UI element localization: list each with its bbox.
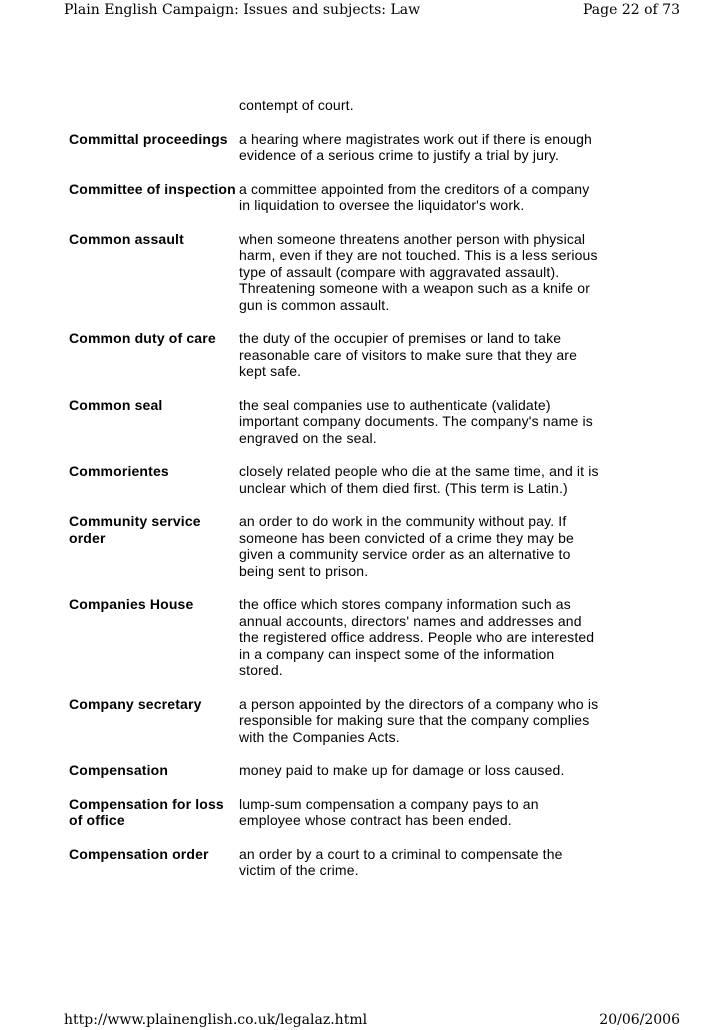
glossary-definition: the duty of the occupier of premises or land to take reasonable care of visitors to make sure that they are kept safe. xyxy=(239,330,578,379)
glossary-row xyxy=(69,231,599,314)
glossary-row xyxy=(69,131,599,164)
glossary-term: Compensation order xyxy=(69,845,209,862)
glossary-row xyxy=(69,397,599,447)
glossary-term: Committee of inspection xyxy=(69,180,236,197)
glossary-definition: lump-sum compensation a company pays to an employee whose contract has been ended. xyxy=(239,795,539,828)
glossary-row xyxy=(69,513,599,579)
glossary-definition: a committee appointed from the creditors of a company in liquidation to oversee the liquidator's work. xyxy=(239,180,590,213)
glossary-row xyxy=(69,463,599,496)
glossary-definition: the seal companies use to authenticate (validate) important company documents. The company's name is engraved on the seal. xyxy=(239,396,593,446)
glossary-row xyxy=(69,846,599,879)
glossary-definition: a person appointed by the directors of a company who is responsible for making sure that the company complies with the Companies Acts. xyxy=(239,695,599,745)
glossary-term: Companies House xyxy=(69,596,194,612)
glossary-definition: when someone threatens another person with physical harm, even if they are not touched. This is a less serious type of assault (compare with aggravated assault). Threatening someone with a weapon such as a knife or gun is common assault. xyxy=(239,230,598,313)
glossary-term: Company secretary xyxy=(69,695,202,712)
glossary-row xyxy=(69,596,599,679)
glossary-definition: contempt of court. xyxy=(239,97,354,113)
header-title: Plain English Campaign: Issues and subjects: Law xyxy=(64,2,421,18)
glossary-term: Commorientes xyxy=(69,463,169,479)
glossary-table xyxy=(69,97,599,896)
glossary-row xyxy=(69,696,599,746)
glossary-row xyxy=(69,181,599,214)
glossary-definition: the office which stores company information such as annual accounts, directors' names and addresses and the registered office address. People who are interested in a company can inspect some of the information stored. xyxy=(239,596,595,678)
glossary-term: Committal proceedings xyxy=(69,130,228,147)
glossary-term: Common duty of care xyxy=(69,330,216,346)
glossary-row xyxy=(69,762,599,779)
glossary-row xyxy=(69,796,599,829)
glossary-definition: closely related people who die at the same time, and it is unclear which of them died first. (This term is Latin.) xyxy=(239,463,599,496)
page-number: Page 22 of 73 xyxy=(583,2,680,18)
glossary-term: Common assault xyxy=(69,230,184,247)
glossary-term: Compensation for loss of office xyxy=(69,795,224,828)
glossary-definition: money paid to make up for damage or loss caused. xyxy=(239,762,565,778)
glossary-term: Common seal xyxy=(69,396,163,413)
glossary-definition: an order to do work in the community without pay. If someone has been convicted of a crime they may be given a community service order as an alternative to being sent to prison. xyxy=(239,513,574,579)
footer-date: 20/06/2006 xyxy=(599,1012,680,1028)
glossary-row xyxy=(69,97,599,114)
glossary-row xyxy=(69,330,599,380)
glossary-term xyxy=(69,97,239,114)
glossary-definition: a hearing where magistrates work out if there is enough evidence of a serious crime to justify a trial by jury. xyxy=(239,130,592,163)
footer-url: http://www.plainenglish.co.uk/legalaz.html xyxy=(64,1012,368,1028)
glossary-term: Compensation xyxy=(69,762,169,778)
glossary-definition: an order by a court to a criminal to compensate the victim of the crime. xyxy=(239,845,563,878)
glossary-term: Community service order xyxy=(69,513,201,546)
